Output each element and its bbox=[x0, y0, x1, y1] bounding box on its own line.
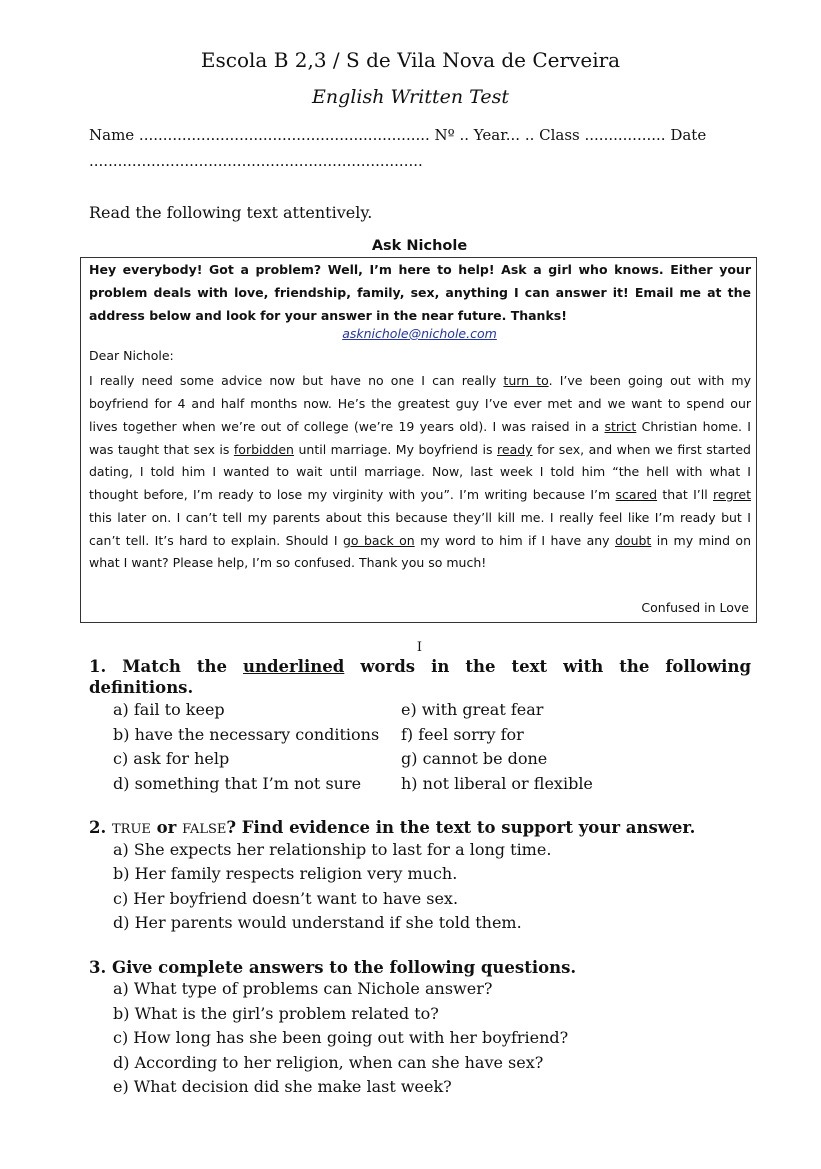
q1-definition: d) something that I’m not sure bbox=[113, 774, 362, 793]
q2-heading: 2. TRUE or FALSE? Find evidence in the text to support your answer. bbox=[89, 818, 696, 837]
test-title: English Written Test bbox=[312, 86, 509, 108]
underlined-word: underlined bbox=[243, 657, 345, 676]
q3-question: b) What is the girl’s problem related to? bbox=[113, 1004, 439, 1023]
q1-definition: a) fail to keep bbox=[113, 700, 225, 719]
q3-question: c) How long has she been going out with her boyfriend? bbox=[113, 1028, 569, 1047]
intro-paragraph bbox=[89, 258, 751, 327]
q1-heading: 1. Match the underlined words in the text with the following bbox=[89, 657, 751, 676]
q3-question: a) What type of problems can Nichole answer? bbox=[113, 979, 493, 998]
student-info-dots: ...................................................................... bbox=[89, 152, 423, 170]
letter-line: what I want? Please help, I’m so confused. Thank you so much! bbox=[89, 555, 487, 570]
email-link[interactable]: asknichole@nichole.com bbox=[342, 326, 497, 341]
intro-line: problem deals with love, friendship, family, sex, anything I can answer it! Email me at the bbox=[89, 285, 751, 300]
q1-definition: c) ask for help bbox=[113, 749, 230, 768]
q3-question: e) What decision did she make last week? bbox=[113, 1077, 452, 1096]
letter-line: lives together when we’re out of college (we’re 19 years old). I was raised in a strict Christian home. I bbox=[89, 419, 751, 434]
letter-line: dating, I told him I wanted to wait until marriage. Now, last week I told him “the hell with what I bbox=[89, 464, 751, 479]
letter-line: this later on. I can’t tell my parents about this because they’ll kill me. I really feel like I’m ready but I bbox=[89, 510, 751, 525]
letter-line: I really need some advice now but have no one I can really turn to. I’ve been going out with my bbox=[89, 373, 752, 388]
letter-greeting: Dear Nichole: bbox=[89, 348, 174, 363]
q2-statement: c) Her boyfriend doesn’t want to have sex. bbox=[113, 889, 459, 908]
intro-line: Hey everybody! Got a problem? Well, I’m here to help! Ask a girl who knows. Either your bbox=[89, 262, 751, 277]
q3-heading: 3. Give complete answers to the following questions. bbox=[89, 958, 577, 977]
reading-instruction: Read the following text attentively. bbox=[89, 203, 373, 222]
q2-statement: a) She expects her relationship to last for a long time. bbox=[113, 840, 552, 859]
underlined-word: doubt bbox=[614, 533, 652, 548]
underlined-word: regret bbox=[713, 487, 751, 502]
section-numeral: I bbox=[416, 640, 423, 655]
underlined-word: scared bbox=[615, 487, 658, 502]
letter-title: Ask Nichole bbox=[371, 238, 468, 254]
letter-box bbox=[80, 257, 757, 623]
underlined-word: ready bbox=[497, 442, 533, 457]
q1-heading-cont: definitions. bbox=[89, 678, 194, 697]
letter-line: thought before, I’m ready to lose my virginity with you”. I’m writing because I’m scared that I’ll regret bbox=[89, 487, 751, 502]
q2-statement: d) Her parents would understand if she told them. bbox=[113, 913, 522, 932]
q1-definition: f) feel sorry for bbox=[401, 725, 524, 744]
letter-line: was taught that sex is forbidden until marriage. My boyfriend is ready for sex, and when we first started bbox=[89, 442, 751, 457]
underlined-word: turn to bbox=[503, 373, 549, 388]
underlined-word: go back on bbox=[342, 533, 415, 548]
q1-definition: h) not liberal or flexible bbox=[401, 774, 593, 793]
letter-signoff: Confused in Love bbox=[641, 600, 749, 615]
q1-definition: g) cannot be done bbox=[401, 749, 548, 768]
q1-definition: e) with great fear bbox=[401, 700, 544, 719]
school-name: Escola B 2,3 / S de Vila Nova de Cerveira bbox=[200, 48, 621, 72]
letter-line: boyfriend for 4 and half months now. He’s the greatest guy I’ve ever met and we want to spend our bbox=[89, 396, 751, 411]
q3-question: d) According to her religion, when can she have sex? bbox=[113, 1053, 544, 1072]
q1-definition: b) have the necessary conditions bbox=[113, 725, 380, 744]
letter-line: can’t tell. It’s hard to explain. Should I go back on my word to him if I have any doubt in my mind on bbox=[89, 533, 752, 548]
underlined-word: forbidden bbox=[233, 442, 294, 457]
student-info-line: Name ............................................................. Nº .. Year... .. Class ................. Date bbox=[89, 126, 707, 144]
underlined-word: strict bbox=[604, 419, 637, 434]
q2-statement: b) Her family respects religion very much. bbox=[113, 864, 458, 883]
intro-line: address below and look for your answer in the near future. Thanks! bbox=[89, 308, 567, 323]
